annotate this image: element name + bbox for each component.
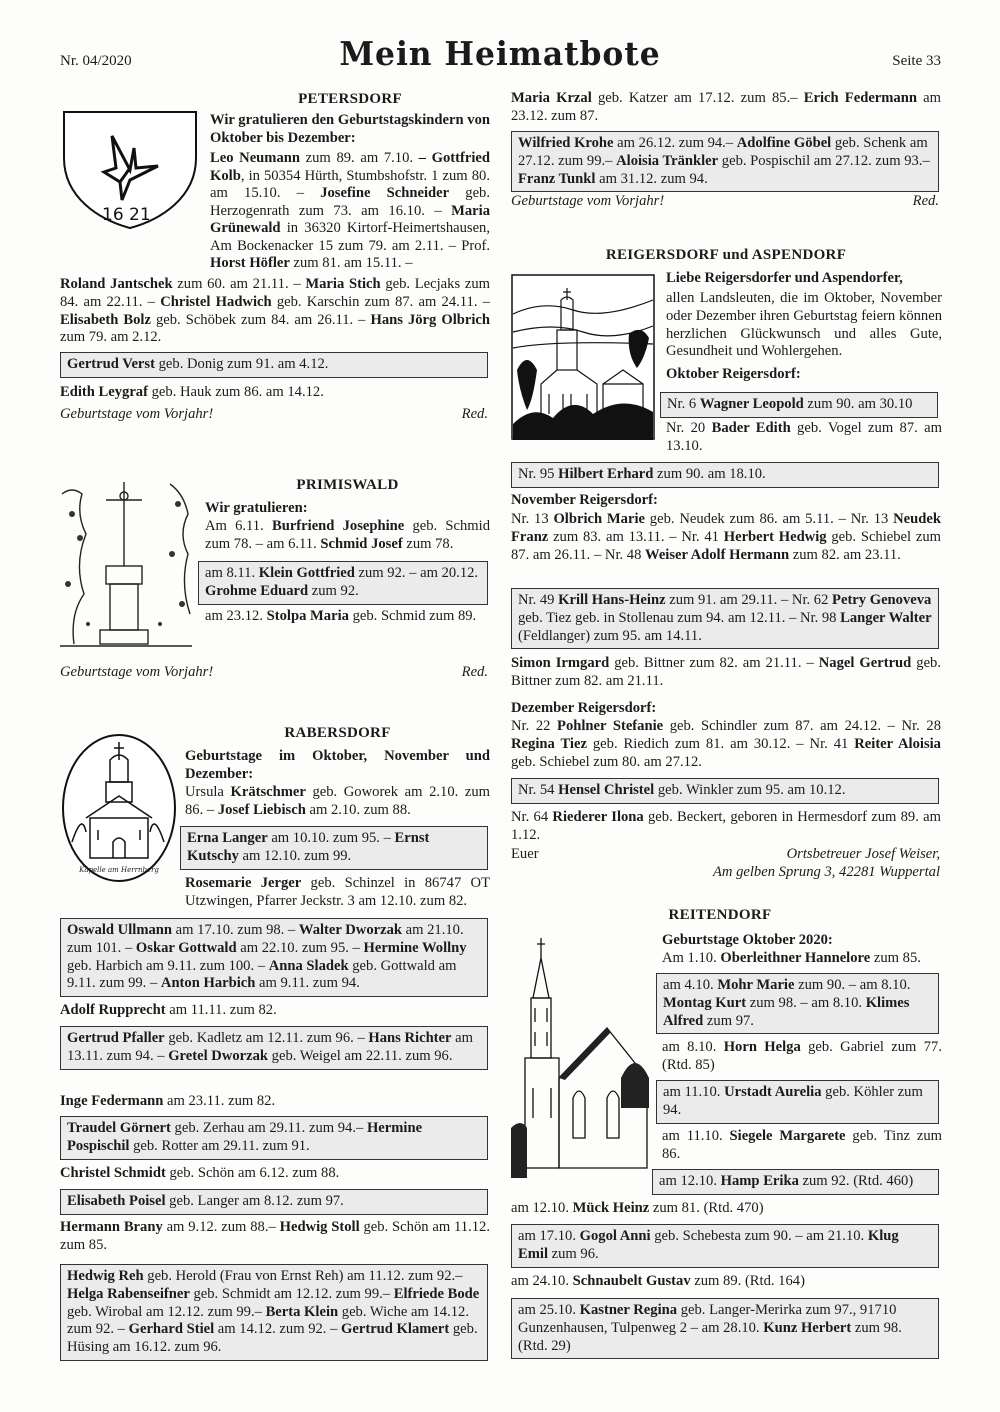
rabersdorf-box-2: Oswald Ullmann am 17.10. zum 98. – Walter Dworzak am 21.10. zum 101. – Oskar Gottwald am 22.10. zum 95. – Hermine Wollny geb. Harbich am 9.11. zum 100. – Anna Sladek geb. Gottwald am 9.11. zum 99. – Anton Harbich am 9.11. zum 94. — [60, 918, 488, 997]
coat-of-arms-shield-icon — [60, 108, 200, 230]
reigersdorf-box-oct-2: Nr. 95 Hilbert Erhard zum 90. am 18.10. — [511, 462, 939, 488]
rabersdorf-title-block — [185, 724, 490, 742]
wayside-cross-illustration — [60, 474, 192, 654]
reitendorf-text-2: am 8.10. Horn Helga geb. Gabriel zum 77. (Rtd. 85) — [662, 1039, 942, 1073]
top-right-box: Wilfried Krohe am 26.12. zum 94.– Adolfine Göbel geb. Schenk am 27.12. zum 99.– Aloisia Tränkler geb. Pospischil am 27.12. zum 93.– Franz Tunkl am 31.12. zum 94. — [511, 131, 939, 192]
reigersdorf-text-nov: Nr. 13 Olbrich Marie geb. Neudek zum 86. am 5.11. – Nr. 13 Neudek Franz zum 83. am 13.11. – Nr. 41 Herbert Hedwig geb. Schiebel zum 87. am 26.11. – Nr. 48 Weiser Adolf Hermann zum 82. am 23.11. — [511, 511, 941, 563]
petersdorf-after: Edith Leygraf geb. Hauk zum 86. am 14.12. — [60, 384, 324, 400]
reitendorf-box-4: am 17.10. Gogol Anni geb. Schebesta zum 90. – am 21.10. Klug Emil zum 96. — [511, 1224, 939, 1268]
chapel-caption: Kapelle am Herrnberg — [79, 866, 159, 874]
reitendorf-text-3: am 11.10. Siegele Margarete geb. Tinz zum 86. — [662, 1128, 942, 1162]
primiswald-box: am 8.11. Klein Gottfried zum 92. – am 20.12. Grohme Eduard zum 92. — [198, 561, 488, 605]
top-right-text: Maria Krzal geb. Katzer am 17.12. zum 85.– Erich Federmann am 23.12. zum 87. — [511, 90, 941, 124]
rabersdorf-intro: Geburtstage im Oktober, November und Dezember: — [185, 748, 490, 782]
section-title: RABERSDORF — [284, 725, 391, 741]
section-title: REITENDORF — [668, 907, 772, 923]
reitendorf-text-1: Am 1.10. Oberleithner Hannelore zum 85. — [662, 950, 921, 966]
petersdorf-intro: Wir gratulieren den Geburtstagskindern von Oktober bis Dezember: — [210, 112, 490, 146]
reigersdorf-oct-heading: Oktober Reigersdorf: — [666, 366, 801, 382]
reigersdorf-title-block — [511, 246, 941, 264]
primiswald-footer: Geburtstage vom Vorjahr! Red. — [60, 664, 488, 680]
rabersdorf-text-3: Adolf Rupprecht am 11.11. zum 82. — [60, 1002, 277, 1018]
masthead-logo: Mein Heimatbote — [339, 34, 661, 73]
reigersdorf-text-dec: Nr. 22 Pohlner Stefanie geb. Schindler zum 87. am 24.12. – Nr. 28 Regina Tiez geb. Riedich zum 81. am 30.12. – Nr. 41 Reiter Aloisia geb. Schiebel zum 80. am 27.12. — [511, 718, 941, 770]
petersdorf-text-1: Leo Neumann zum 89. am 7.10. – Gottfried Kolb, in 50354 Hürth, Stumbshofstr. 1 zum 80. am 15.10. – Josefine Schneider geb. Herzogenrath zum 73. am 16.10. – Maria Grünewald in 36320 Kirtorf-Heimertshausen, Am Bockenacker 15 zum 79. am 2.11. – Prof. Horst Höfler zum 81. am 15.11. – — [210, 150, 490, 271]
section-title: PETERSDORF — [298, 91, 402, 107]
rabersdorf-text-2: Rosemarie Jerger geb. Schinzel in 86747 OT Utzwingen, Pfarrer Jeckstr. 3 am 12.10. zum 82. — [185, 875, 490, 909]
petersdorf-title-block — [210, 90, 490, 108]
page-number: Seite 33 — [892, 53, 941, 69]
primiswald-text-1: Am 6.11. Burfriend Josephine geb. Schmid zum 78. – am 6.11. Schmid Josef zum 78. — [205, 518, 490, 552]
primiswald-text-2: am 23.12. Stolpa Maria geb. Schmid zum 89. — [205, 608, 477, 624]
rabersdorf-box-5: Elisabeth Poisel geb. Langer am 8.12. zum 97. — [60, 1189, 488, 1215]
reigersdorf-euer: Euer — [511, 846, 539, 862]
reigersdorf-box-oct: Nr. 6 Wagner Leopold zum 90. am 30.10 — [660, 392, 938, 418]
reigersdorf-intro-text: allen Landsleuten, die im Oktober, November oder Dezember ihren Geburtstag feiern können herzlichen Glückwunsch und alles Gute, Gesundheit und Wohlergehen. — [666, 290, 942, 360]
reitendorf-box-5: am 25.10. Kastner Regina geb. Langer-Merirka zum 97., 91710 Gunzenhausen, Tulpenweg 2 – am 28.10. Kunz Herbert zum 98. (Rtd. 29) — [511, 1298, 939, 1359]
rabersdorf-text-1: Ursula Krätschmer geb. Goworek am 2.10. zum 86. – Josef Liebisch am 2.10. zum 88. — [185, 784, 490, 818]
reitendorf-intro: Geburtstage Oktober 2020: — [662, 932, 833, 948]
rabersdorf-box-4: Traudel Görnert geb. Zerhau am 29.11. zum 94.– Hermine Pospischil geb. Rotter am 29.11. zum 91. — [60, 1116, 488, 1160]
chapel-oval-illustration — [60, 732, 178, 884]
issue-number: Nr. 04/2020 — [60, 53, 132, 69]
primiswald-intro: Wir gratulieren: — [205, 500, 308, 516]
reitendorf-box-3: am 12.10. Hamp Erika zum 92. (Rtd. 460) — [652, 1169, 939, 1195]
rabersdorf-box-6: Hedwig Reh geb. Herold (Frau von Ernst Reh) am 11.12. zum 92.– Helga Rabenseifner geb. Schmidt am 12.12. zum 99.– Elfriede Bode geb. Wirobal am 12.12. zum 99.– Berta Klein geb. Wiche am 14.12. zum 92. – Gerhard Stiel am 14.12. zum 92. – Gertrud Klamert geb. Hüsing am 16.12. zum 96. — [60, 1264, 488, 1361]
page-header — [0, 30, 1000, 80]
reigersdorf-intro: Liebe Reigersdorfer und Aspendorfer, — [666, 270, 903, 286]
crest-year: 16 21 — [102, 205, 151, 225]
section-title: REIGERSDORF und ASPENDORF — [605, 247, 847, 263]
reitendorf-box-2: am 11.10. Urstadt Aurelia geb. Köhler zum 94. — [656, 1080, 939, 1124]
gothic-church-illustration — [511, 928, 651, 1178]
reigersdorf-box-dec: Nr. 54 Hensel Christel geb. Winkler zum 95. am 10.12. — [511, 778, 939, 804]
reitendorf-title-block — [660, 906, 780, 924]
rabersdorf-box-3: Gertrud Pfaller geb. Kadletz am 12.11. zum 96. – Hans Richter am 13.11. zum 94. – Gretel Dworzak geb. Weigel am 22.11. zum 96. — [60, 1026, 488, 1070]
rabersdorf-text-6: Hermann Brany am 9.12. zum 88.– Hedwig Stoll geb. Schön am 11.12. zum 85. — [60, 1219, 490, 1253]
rabersdorf-text-5: Christel Schmidt geb. Schön am 6.12. zum 88. — [60, 1165, 340, 1181]
reigersdorf-text-dec-2: Nr. 64 Riederer Ilona geb. Beckert, geboren in Hermesdorf zum 89. am 1.12. — [511, 809, 941, 843]
reigersdorf-signature: Ortsbetreuer Josef Weiser, Am gelben Sprung 3, 42281 Wuppertal — [713, 846, 940, 880]
section-title: PRIMISWALD — [296, 477, 399, 493]
reitendorf-text-4: am 12.10. Mück Heinz zum 81. (Rtd. 470) — [511, 1200, 764, 1216]
reigersdorf-box-nov: Nr. 49 Krill Hans-Heinz zum 91. am 29.11. – Nr. 62 Petry Genoveva geb. Tiez geb. in Stollenau zum 94. am 12.11. – Nr. 98 Langer Walter (Feldlanger) zum 95. am 14.11. — [511, 588, 939, 649]
reitendorf-text-5: am 24.10. Schnaubelt Gustav zum 89. (Rtd. 164) — [511, 1273, 805, 1289]
rabersdorf-box-1: Erna Langer am 10.10. zum 95. – Ernst Kutschy am 12.10. zum 99. — [180, 826, 488, 870]
reigersdorf-text-oct: Nr. 20 Bader Edith geb. Vogel zum 87. am 13.10. — [666, 420, 942, 454]
petersdorf-text-2: Roland Jantschek zum 60. am 21.11. – Maria Stich geb. Lecjaks zum 84. am 22.11. – Christel Hadwich geb. Karschin zum 87. am 24.11. – Elisabeth Bolz geb. Schöbek zum 84. am 26.11. – Hans Jörg Olbrich zum 79. am 2.12. — [60, 276, 490, 346]
top-right-footer: Geburtstage vom Vorjahr! Red. — [511, 193, 939, 209]
reitendorf-box-1: am 4.10. Mohr Marie zum 90. – am 8.10. Montag Kurt zum 98. – am 8.10. Klimes Alfred zum 97. — [656, 973, 939, 1034]
reigersdorf-text-nov-2: Simon Irmgard geb. Bittner zum 82. am 21.11. – Nagel Gertrud geb. Bittner zum 82. am 21.11. — [511, 655, 941, 689]
primiswald-title-block — [205, 476, 490, 494]
rabersdorf-text-4: Inge Federmann am 23.11. zum 82. — [60, 1093, 276, 1109]
reigersdorf-dec-heading: Dezember Reigersdorf: — [511, 700, 657, 716]
church-landscape-illustration — [511, 274, 655, 440]
petersdorf-box: Gertrud Verst geb. Donig zum 91. am 4.12. — [60, 352, 488, 378]
petersdorf-footer: Geburtstage vom Vorjahr! Red. — [60, 406, 488, 422]
reigersdorf-nov-heading: November Reigersdorf: — [511, 492, 658, 508]
